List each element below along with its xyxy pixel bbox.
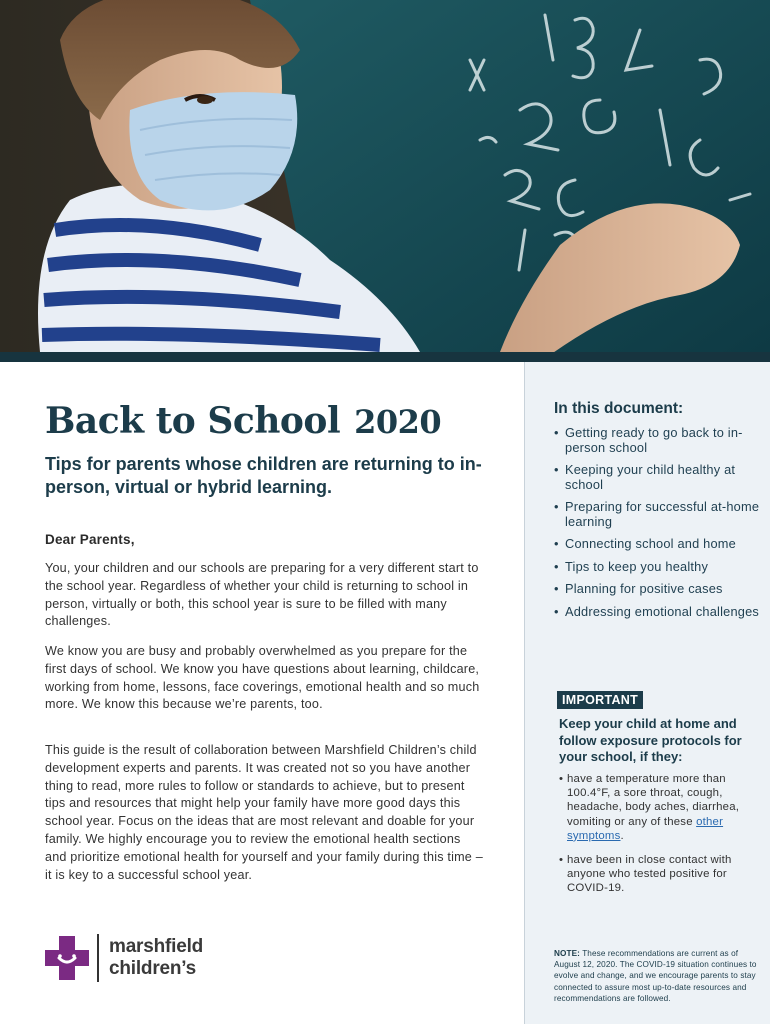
toc-item: • Planning for positive cases bbox=[554, 582, 764, 597]
body-paragraph: We know you are busy and probably overwhelmed as you prepare for the first days of school. We know you have questions about learning, childcare, working from home, lessons, face coverings, emotional health and so much more. We know this because we’re parents, too. bbox=[45, 644, 480, 712]
toc-item: • Tips to keep you healthy bbox=[554, 560, 764, 575]
salutation: Dear Parents, bbox=[45, 532, 135, 547]
logo-cross-icon bbox=[45, 936, 89, 980]
toc-item: • Keeping your child healthy at school bbox=[554, 463, 764, 492]
toc-heading: In this document: bbox=[554, 400, 684, 417]
page-title bbox=[45, 400, 441, 442]
body-paragraph: You, your children and our schools are preparing for a very different start to the school year. Regardless of whether your child is returning to school in person, virtually or both, this school year is sure to be filled with many challenges. bbox=[45, 561, 479, 629]
marshfield-childrens-logo bbox=[45, 934, 245, 984]
sidebar bbox=[524, 362, 770, 1024]
hero-illustration bbox=[0, 0, 770, 352]
important-item: • have been in close contact with anyone who tested positive for COVID-19. bbox=[559, 853, 764, 896]
title-text: Back to School bbox=[45, 400, 341, 442]
logo-line-1: marshfield bbox=[109, 936, 204, 957]
toc-item: • Preparing for successful at-home learning bbox=[554, 500, 764, 529]
other-symptoms-link[interactable]: other symptoms bbox=[567, 815, 724, 842]
important-item bbox=[559, 772, 764, 843]
toc-item: • Getting ready to go back to in-person school bbox=[554, 426, 764, 455]
important-item-end: . bbox=[620, 829, 624, 842]
important-item-text: have a temperature more than 100.4°F, a sore throat, cough, headache, body aches, diarrhea, vomiting or any of these bbox=[567, 773, 740, 828]
note-text bbox=[554, 948, 766, 1004]
note-label: NOTE: bbox=[554, 949, 580, 958]
toc-item: • Connecting school and home bbox=[554, 537, 764, 552]
body-paragraph: This guide is the result of collaboration between Marshfield Children’s child development experts and parents. It was created not so you have another thing to read, more rules to follow or standards to achieve, but to present tips and resources that might help your family have more good days this school year. Focus on the ideas that are most relevant and doable for your family. We highly encourage you to review the emotional health sections and prioritize emotional health for yourself and your family during this time – it is key to a successful school year. bbox=[45, 743, 483, 882]
logo-divider bbox=[97, 934, 99, 982]
note-body: These recommendations are current as of August 12, 2020. The COVID-19 situation continues to evolve and change, and we encourage parents to stay connected to assure most up-to-date resources and recommendations are followed. bbox=[554, 949, 757, 1003]
toc-list bbox=[554, 426, 764, 627]
important-list bbox=[559, 772, 764, 906]
hero-photo bbox=[0, 0, 770, 352]
toc-item: • Addressing emotional challenges bbox=[554, 605, 764, 620]
logo-wordmark bbox=[109, 936, 203, 980]
title-year: 2020 bbox=[354, 403, 442, 441]
logo-line-2: children’s bbox=[109, 958, 197, 979]
important-heading: Keep your child at home and follow exposure protocols for your school, if they: bbox=[559, 716, 742, 764]
page-subtitle: Tips for parents whose children are returning to in-person, virtual or hybrid learning. bbox=[45, 454, 482, 497]
important-badge: IMPORTANT bbox=[557, 691, 643, 709]
main-column bbox=[0, 362, 524, 1024]
hero-divider-bar bbox=[0, 352, 770, 362]
